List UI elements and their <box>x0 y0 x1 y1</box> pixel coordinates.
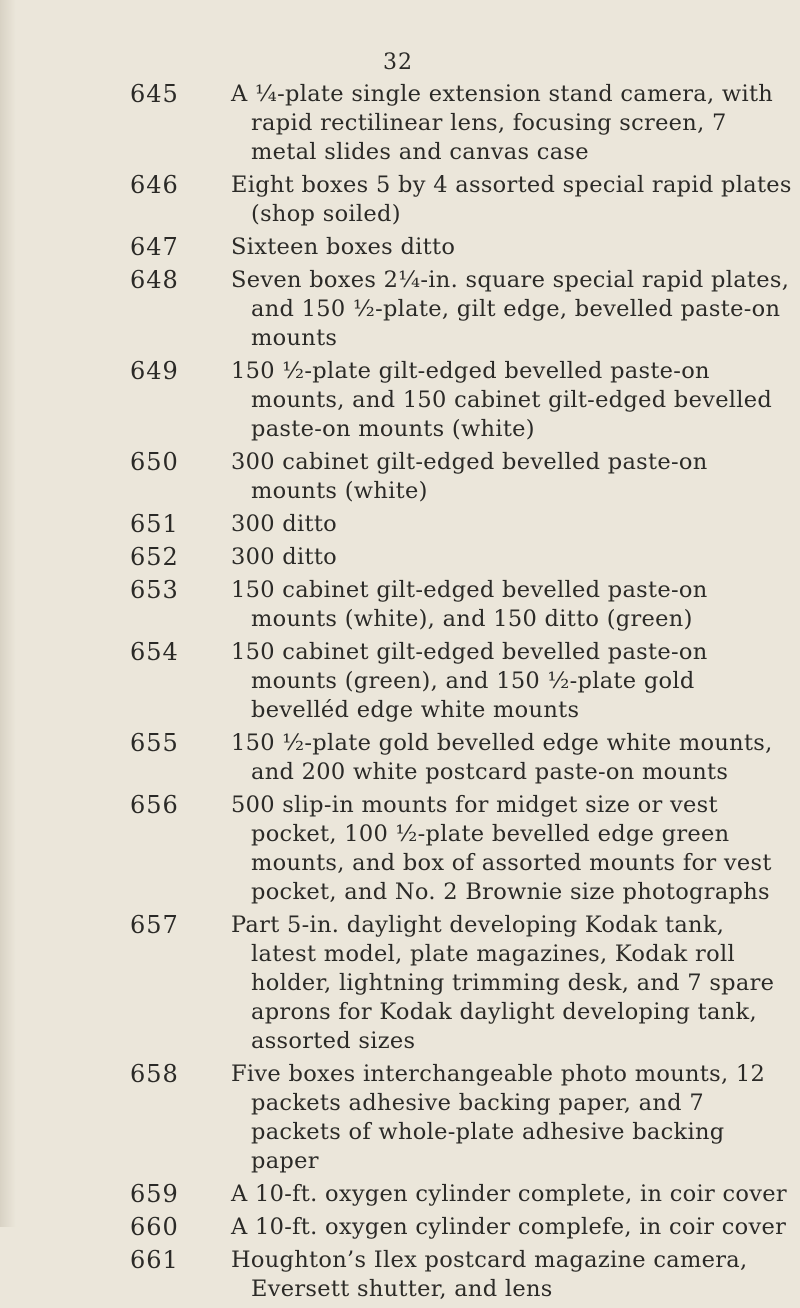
lot-entry <box>0 233 800 262</box>
lot-description: 500 slip-in mounts for midget size or vest pocket, 100 ½-plate bevelled edge green mounts, and box of assorted mounts for vest pocket, and No. 2 Brownie size photographs <box>231 792 772 905</box>
lot-description: 300 cabinet gilt-edged bevelled paste-on mounts (white) <box>231 449 708 504</box>
lot-description: A ¼-plate single extension stand camera, with rapid rectilinear lens, focusing screen, 7 metal slides and canvas case <box>231 81 774 165</box>
lot-description: 150 ½-plate gilt-edged bevelled paste-on mounts, and 150 cabinet gilt-edged bevelled paste-on mounts (white) <box>231 358 773 442</box>
lot-description: Seven boxes 2¼-in. square special rapid plates, and 150 ½-plate, gilt edge, bevelled paste-on mounts <box>231 267 790 351</box>
lot-entry <box>0 638 800 725</box>
lot-entry <box>0 1180 800 1209</box>
lot-description: Houghton’s Ilex postcard magazine camera, Eversett shutter, and lens <box>231 1247 748 1302</box>
lot-number: 657 <box>130 911 179 939</box>
lot-entry <box>0 1246 800 1304</box>
lot-number: 651 <box>130 510 179 538</box>
lot-entry <box>0 911 800 1056</box>
lot-number: 654 <box>130 638 179 666</box>
lot-entry <box>0 1060 800 1176</box>
lot-number: 658 <box>130 1060 179 1088</box>
lot-description: 300 ditto <box>231 511 338 537</box>
lot-entry <box>0 171 800 229</box>
lot-number: 646 <box>130 171 179 199</box>
lot-entry <box>0 729 800 787</box>
lot-entry <box>0 543 800 572</box>
lot-description: Part 5-in. daylight developing Kodak tank, latest model, plate magazines, Kodak roll holder, lightning trimming desk, and 7 spare aprons for Kodak daylight developing tank, assorted sizes <box>231 912 775 1054</box>
lot-number: 653 <box>130 576 179 604</box>
lot-entry <box>0 80 800 167</box>
lot-entry <box>0 510 800 539</box>
lot-entry <box>0 266 800 353</box>
lot-description: A 10-ft. oxygen cylinder complefe, in coir cover <box>231 1214 787 1240</box>
lot-entry <box>0 357 800 444</box>
lot-description: Sixteen boxes ditto <box>231 234 456 260</box>
lot-number: 645 <box>130 80 179 108</box>
lot-number: 656 <box>130 791 179 819</box>
lot-number: 652 <box>130 543 179 571</box>
lot-description: 150 ½-plate gold bevelled edge white mounts, and 200 white postcard paste-on mounts <box>231 730 773 785</box>
lot-number: 659 <box>130 1180 179 1208</box>
lot-description: Five boxes interchangeable photo mounts, 12 packets adhesive backing paper, and 7 packets of whole-plate adhesive backing paper <box>231 1061 766 1174</box>
lot-description: 300 ditto <box>231 544 338 570</box>
lot-entry <box>0 1213 800 1242</box>
lot-number: 660 <box>130 1213 179 1241</box>
lot-description: 150 cabinet gilt-edged bevelled paste-on mounts (white), and 150 ditto (green) <box>231 577 708 632</box>
lot-description: A 10-ft. oxygen cylinder complete, in coir cover <box>231 1181 787 1207</box>
lot-number: 649 <box>130 357 179 385</box>
lot-description: Eight boxes 5 by 4 assorted special rapid plates (shop soiled) <box>231 172 792 227</box>
lot-entry <box>0 576 800 634</box>
lot-number: 650 <box>130 448 179 476</box>
page-number: 32 <box>383 50 413 75</box>
lot-entry <box>0 791 800 907</box>
lot-list <box>0 80 800 1308</box>
lot-entry <box>0 448 800 506</box>
lot-number: 661 <box>130 1246 179 1274</box>
lot-number: 648 <box>130 266 179 294</box>
lot-number: 655 <box>130 729 179 757</box>
lot-number: 647 <box>130 233 179 261</box>
lot-description: 150 cabinet gilt-edged bevelled paste-on mounts (green), and 150 ½-plate gold bevelléd edge white mounts <box>231 639 708 723</box>
